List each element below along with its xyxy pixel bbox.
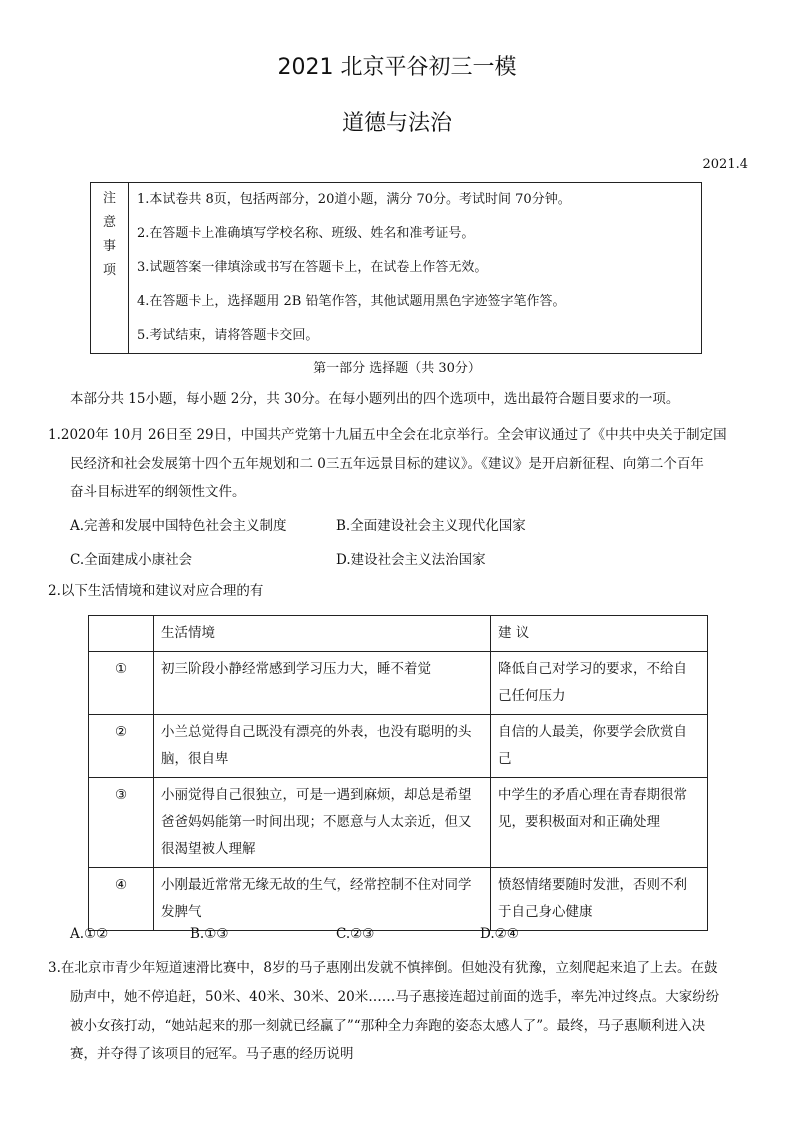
notice-box — [90, 182, 702, 354]
exam-date: 2021.4 — [702, 157, 748, 172]
q2-table — [88, 615, 708, 931]
advice-cell: 降低自己对学习的要求，不给自己任何压力 — [491, 652, 708, 715]
notice-item: 5.考试结束，请将答题卡交回。 — [137, 328, 319, 343]
notice-items — [137, 189, 695, 359]
q2-option-c[interactable]: C.②③ — [336, 926, 375, 942]
notice-label-char: 事 — [102, 239, 116, 254]
q2-option-d[interactable]: D.②④ — [480, 926, 519, 942]
exam-title: 2021 北京平谷初三一模 — [277, 55, 517, 80]
situation-cell: 小兰总觉得自己既没有漂亮的外表，也没有聪明的头脑，很自卑 — [154, 715, 491, 778]
table-row — [89, 652, 708, 715]
notice-item: 2.在答题卡上准确填写学校名称、班级、姓名和准考证号。 — [137, 226, 475, 241]
q3-stem-line: 励声中，她不停追赶，50米、40米、30米、20米……马子惠接连超过前面的选手，率先冲过终点。大家纷纷 — [70, 989, 720, 1005]
q1-option-a[interactable]: A.完善和发展中国特色社会主义制度 — [70, 518, 287, 534]
situation-cell: 初三阶段小静经常感到学习压力大，睡不着觉 — [154, 652, 491, 715]
notice-label-char: 项 — [102, 263, 116, 278]
table-header-cell — [89, 616, 154, 652]
q3-stem-line: 被小女孩打动，“她站起来的那一刻就已经赢了”“那种全力奔跑的姿态太感人了”。最终，马子惠顺利进入决 — [70, 1018, 706, 1034]
table-row — [89, 778, 708, 868]
notice-item: 3.试题答案一律填涂或书写在答题卡上，在试卷上作答无效。 — [137, 260, 488, 275]
q2-stem: 2.以下生活情境和建议对应合理的有 — [48, 583, 264, 599]
q3-stem-line: 3.在北京市青少年短道速滑比赛中，8岁的马子惠刚出发就不慎摔倒。但她没有犹豫，立刻爬起来追了上去。在鼓 — [48, 960, 718, 976]
table-row — [89, 715, 708, 778]
q1-option-c[interactable]: C.全面建成小康社会 — [70, 552, 193, 568]
table-header-cell: 建 议 — [491, 616, 708, 652]
notice-label-char: 意 — [102, 215, 116, 230]
row-number: ③ — [89, 778, 154, 868]
row-number: ④ — [89, 868, 154, 931]
notice-item: 1.本试卷共 8页，包括两部分，20道小题，满分 70分。考试时间 70分钟。 — [137, 192, 571, 207]
section-title: 第一部分 选择题（共 30分） — [313, 361, 481, 376]
advice-cell: 愤怒情绪要随时发泄，否则不利于自己身心健康 — [491, 868, 708, 931]
q1-stem-line: 民经济和社会发展第十四个五年规划和二 0三五年远景目标的建议》。《建议》是开启新征程、向第二个百年 — [70, 456, 704, 472]
q1-stem-line: 奋斗目标进军的纲领性文件。 — [70, 484, 246, 500]
notice-label — [91, 183, 129, 353]
situation-cell: 小刚最近常常无缘无故的生气，经常控制不住对同学发脾气 — [154, 868, 491, 931]
situation-cell: 小丽觉得自己很独立，可是一遇到麻烦，却总是希望爸爸妈妈能第一时间出现；不愿意与人太亲近，但又很渴望被人理解 — [154, 778, 491, 868]
row-number: ① — [89, 652, 154, 715]
row-number: ② — [89, 715, 154, 778]
q1-option-d[interactable]: D.建设社会主义法治国家 — [336, 552, 486, 568]
table-header-row — [89, 616, 708, 652]
section-intro: 本部分共 15小题，每小题 2分，共 30分。在每小题列出的四个选项中，选出最符合题目要求的一项。 — [70, 391, 680, 407]
table-row — [89, 868, 708, 931]
q1-option-b[interactable]: B.全面建设社会主义现代化国家 — [336, 518, 526, 534]
exam-subject: 道德与法治 — [341, 111, 452, 136]
advice-cell: 中学生的矛盾心理在青春期很常见，要积极面对和正确处理 — [491, 778, 708, 868]
q1-stem-line: 1.2020年 10月 26日至 29日，中国共产党第十九届五中全会在北京举行。全会审议通过了《中共中央关于制定国 — [48, 427, 727, 443]
notice-label-char: 注 — [102, 191, 116, 206]
q2-option-b[interactable]: B.①③ — [190, 926, 229, 942]
q3-stem-line: 赛，并夺得了该项目的冠军。马子惠的经历说明 — [70, 1046, 354, 1062]
table-header-cell: 生活情境 — [154, 616, 491, 652]
q2-option-a[interactable]: A.①② — [70, 926, 109, 942]
advice-cell: 自信的人最美，你要学会欣赏自己 — [491, 715, 708, 778]
notice-item: 4.在答题卡上，选择题用 2B 铅笔作答，其他试题用黑色字迹签字笔作答。 — [137, 294, 566, 309]
